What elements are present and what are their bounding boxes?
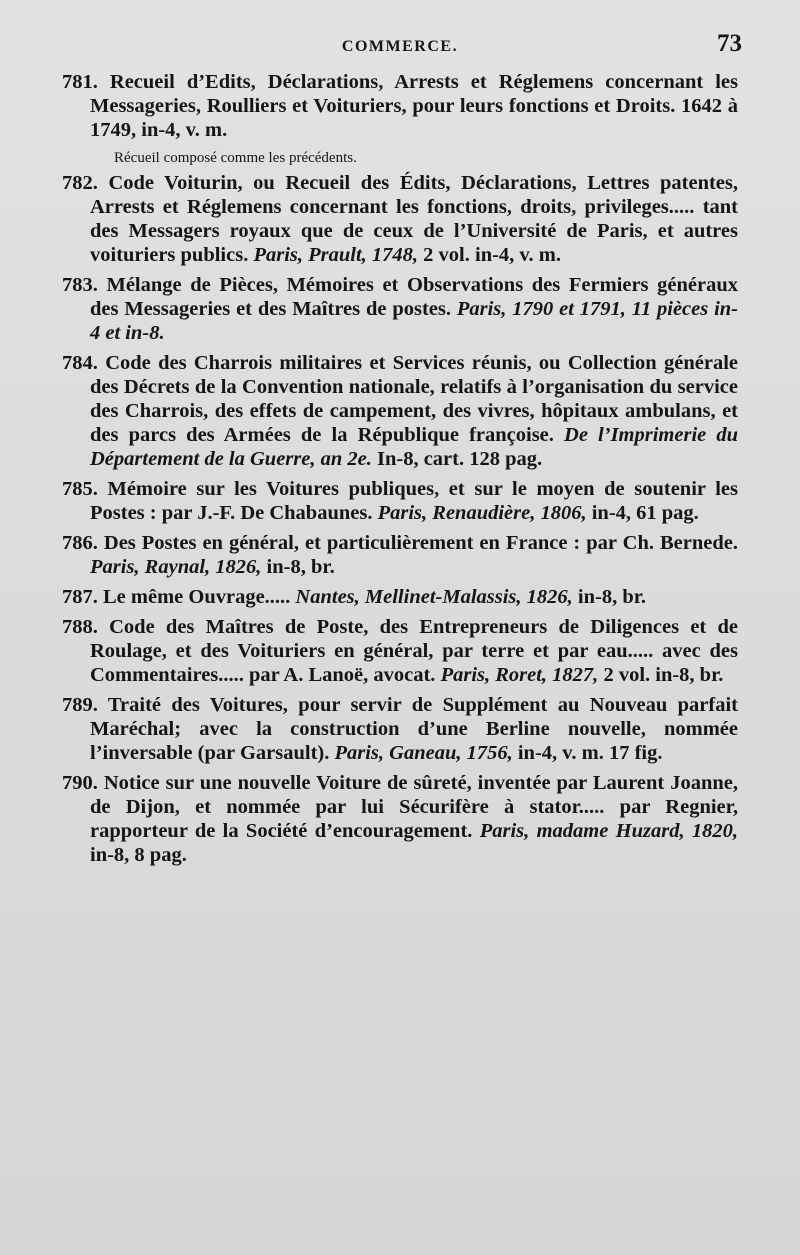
entry-imprint: Paris, madame Huzard, 1820, <box>479 820 739 842</box>
entry-text: Mémoire sur les Voitures publiques, et sur le moyen de soutenir les Postes : par J.-F. De Chabaunes. <box>90 478 738 524</box>
entry-note: Récueil composé comme les précédents. <box>114 150 357 166</box>
entry-format: In-8, cart. 128 pag. <box>376 448 543 470</box>
entry-format: 2 vol. in-8, br. <box>603 664 724 686</box>
entry-imprint: De l’Imprimerie du Département de la Guerre, an 2e. <box>90 424 738 470</box>
entry-format: in-4, 61 pag. <box>591 502 699 524</box>
entry-format: in-4, v. m. 17 fig. <box>517 742 663 764</box>
entry-number: 788. <box>62 616 98 638</box>
catalog-entry <box>62 693 738 765</box>
entry-number: 787. <box>62 586 98 608</box>
entry-number: 786. <box>62 532 98 554</box>
page-header <box>62 30 742 70</box>
entry-number: 785. <box>62 478 98 500</box>
entry-text: Recueil d’Edits, Déclarations, Arrests et Réglemens concernant les Messageries, Roulliers et Voituriers, pour leurs fonctions et Droits. 1642 à 1749, in-4, v. m. <box>90 71 738 141</box>
entry-text: Traité des Voitures, pour servir de Supplément au Nouveau parfait Maréchal; avec la construction d’une Berline nouvelle, nommée l’inversable (par Garsault). <box>90 694 738 764</box>
entry-imprint: Paris, Prault, 1748, <box>253 244 419 266</box>
catalog-entry <box>62 273 738 345</box>
entry-format: 2 vol. in-4, v. m. <box>423 244 561 266</box>
catalog-entry <box>62 477 738 525</box>
catalog-entry <box>62 615 738 687</box>
entry-imprint: Paris, 1790 et 1791, 11 pièces in-4 et in-8. <box>90 298 738 344</box>
entry-list <box>62 70 738 867</box>
entry-text: Mélange de Pièces, Mémoires et Observations des Fermiers généraux des Messageries et des Maîtres de postes. <box>90 274 738 320</box>
entry-format: in-8, 8 pag. <box>90 844 187 866</box>
entry-text: Code des Maîtres de Poste, des Entrepreneurs de Diligences et de Roulage, et des Voituriers en général, par terre et par eau..... avec des Commentaires..... par A. Lanoë, avocat. <box>90 616 738 686</box>
page-number: 73 <box>717 30 742 57</box>
entry-number: 781. <box>62 71 98 93</box>
catalog-entry <box>62 171 738 267</box>
catalog-entry <box>62 585 738 609</box>
entry-imprint: Paris, Roret, 1827, <box>440 664 599 686</box>
entry-text: Le même Ouvrage..... <box>103 586 291 608</box>
running-title: COMMERCE. <box>341 38 459 55</box>
entry-text: Code Voiturin, ou Recueil des Édits, Déclarations, Lettres patentes, Arrests et Réglemens concernant les fonctions, droits, privileges..... tant des Messagers royaux que de ceux de l’Université de Paris, et autres voituriers publics. <box>90 172 738 266</box>
catalog-entry <box>62 771 738 867</box>
catalog-entry <box>62 531 738 579</box>
entry-format: in-8, br. <box>266 556 335 578</box>
entry-imprint: Nantes, Mellinet-Malassis, 1826, <box>295 586 573 608</box>
entry-imprint: Paris, Ganeau, 1756, <box>334 742 513 764</box>
entry-number: 790. <box>62 772 98 794</box>
catalog-entry <box>62 70 738 142</box>
entry-format: in-8, br. <box>577 586 647 608</box>
entry-number: 789. <box>62 694 98 716</box>
entry-imprint: Paris, Renaudière, 1806, <box>377 502 587 524</box>
entry-text: Code des Charrois militaires et Services réunis, ou Collection générale des Décrets de la Convention nationale, relatifs à l’organisation du service des Charrois, des effets de campement, des vivres, hôpitaux ambulans, et des parcs des Armées de la République françoise. <box>90 352 738 446</box>
entry-number: 782. <box>62 172 98 194</box>
entry-text: Notice sur une nouvelle Voiture de sûreté, inventée par Laurent Joanne, de Dijon, et nommée par lui Sécurifère à stator..... par Regnier, rapporteur de la Société d’encouragement. <box>90 772 739 842</box>
entry-number: 784. <box>62 352 98 374</box>
entry-number: 783. <box>62 274 98 296</box>
entry-text: Des Postes en général, et particulièrement en France : par Ch. Bernede. <box>103 532 738 554</box>
entry-imprint: Paris, Raynal, 1826, <box>90 556 262 578</box>
catalog-entry <box>62 351 738 471</box>
